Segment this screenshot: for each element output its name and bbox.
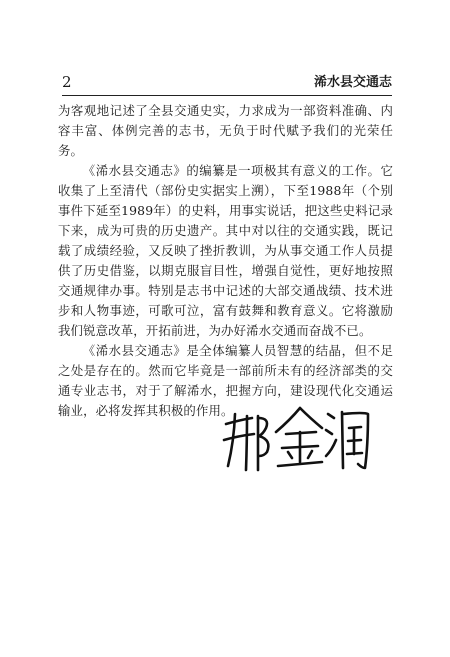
signature-strokes-icon: [218, 396, 378, 478]
handwritten-signature: [218, 396, 378, 478]
paragraph-conclusion: 《浠水县交通志》是全体编纂人员智慧的结晶，但不足之处是存在的。然而它毕竟是一部前所未有的经济部类的交通专业志书，对于了解浠水，把握方向，建设现代化交通运输业，必将发挥其积极的作用。: [58, 343, 393, 418]
paragraph-significance: 《浠水县交通志》的编纂是一项极其有意义的工作。它收集了上至清代（部份史实据实上溯），下至1988年（个别事件下延至1989年）的史料，用事实说话，把这些史料记录下来，成为可贵的历史遗产。其中对以往的交通实践，既记载了成绩经验，又反映了挫折教训，为从事交通工作人员提供了历史借鉴，以期克服盲目性，增强自觉性，更好地按照交通规律办事。特别是志书中记述的大部交通战绩、技术进步和人物事迹，可歌可泣，富有鼓舞和教育意义。它将激励我们锐意改革，开拓前进，为办好浠水交通而奋战不已。: [58, 163, 393, 338]
header-rule: [62, 95, 392, 96]
body-text: [58, 101, 393, 421]
page-header: [62, 72, 392, 92]
paragraph-continuation: 为客观地记述了全县交通史实，力求成为一部资料准确、内容丰富、体例完善的志书，无负于时代赋予我们的光荣任务。: [58, 103, 393, 158]
book-title: 浠水县交通志: [313, 75, 392, 90]
page-number: 2: [62, 73, 72, 91]
